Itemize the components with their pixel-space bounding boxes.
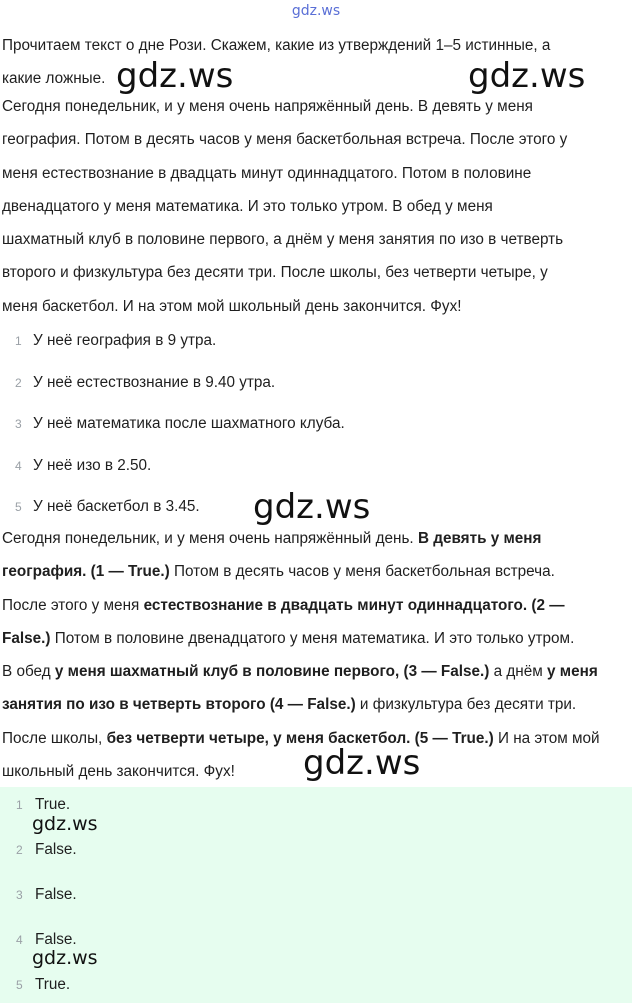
annotated-text: Сегодня понедельник, и у меня очень напряжённый день. — [2, 530, 418, 547]
annotated-bold: без четверти четыре, у меня баскетбол. (5 — True.) — [106, 729, 494, 747]
answer-text: True. — [35, 976, 71, 993]
statement-text: У неё математика после шахматного клуба. — [33, 415, 345, 432]
watermark: gdz.ws — [468, 56, 586, 96]
answer-number: 4 — [16, 933, 23, 947]
story-paragraph — [2, 90, 630, 323]
statement-number: 3 — [15, 417, 22, 431]
watermark: gdz.ws — [32, 813, 98, 835]
annotated-bold: естествознание в двадцать минут одиннадцатого. (2 — — [143, 596, 565, 614]
answer-text: False. — [35, 841, 77, 858]
annotated-bold: В девять у меня — [417, 530, 542, 547]
answer-text: False. — [35, 886, 77, 903]
watermark: gdz.ws — [32, 947, 98, 969]
annotated-bold: у меня — [547, 663, 598, 681]
answer-number: 5 — [16, 978, 23, 992]
annotated-text: После этого у меня — [2, 596, 144, 614]
story-line: география. Потом в десять часов у меня баскетбольная встреча. После этого у — [2, 131, 568, 149]
story-line: меня баскетбол. И на этом мой школьный день закончится. Фух! — [2, 297, 462, 315]
statement-text: У неё изо в 2.50. — [33, 456, 152, 474]
statement-item — [0, 331, 632, 373]
statement-text: У неё баскетбол в 3.45. — [33, 498, 200, 515]
answer-item — [0, 976, 632, 996]
story-line: двенадцатого у меня математика. И это только утром. В обед у меня — [2, 197, 493, 215]
answer-number: 1 — [16, 798, 23, 812]
story-line: меня естествознание в двадцать минут одиннадцатого. Потом в половине — [2, 164, 532, 182]
answer-item — [0, 886, 632, 906]
annotated-text: Потом в половине двенадцатого у меня математика. И это только утром. — [50, 629, 575, 647]
statement-number: 5 — [15, 500, 22, 514]
intro-line-2: какие ложные. — [2, 70, 106, 88]
annotated-bold: у меня шахматный клуб в половине первого, (3 — False.) — [54, 663, 490, 681]
answer-text: False. — [35, 931, 77, 948]
statement-item — [0, 414, 632, 456]
statement-number: 1 — [15, 334, 22, 348]
story-line: второго и физкультура без десяти три. После школы, без четверти четыре, у — [2, 264, 548, 282]
story-line: шахматный клуб в половине первого, а днём у меня занятия по изо в четверть — [2, 231, 564, 249]
annotated-text: школьный день закончится. Фух! — [2, 763, 235, 781]
answer-number: 3 — [16, 888, 23, 902]
annotated-bold: занятия по изо в четверть второго (4 — False.) — [2, 696, 356, 714]
answer-text: True. — [35, 796, 71, 813]
statement-number: 4 — [15, 458, 22, 473]
annotated-text: Потом в десять часов у меня баскетбольная встреча. — [169, 563, 555, 581]
answer-number: 2 — [16, 843, 23, 857]
annotated-text: И на этом мой — [493, 729, 600, 747]
statement-item — [0, 373, 632, 415]
annotated-text: а днём — [489, 663, 547, 681]
annotated-text: В обед — [2, 663, 55, 681]
statement-text: У неё естествознание в 9.40 утра. — [33, 373, 276, 391]
annotated-bold: False.) — [2, 629, 51, 647]
intro-line-1: Прочитаем текст о дне Рози. Скажем, какие из утверждений 1–5 истинные, а — [2, 37, 551, 54]
watermark: gdz.ws — [303, 743, 421, 783]
annotated-text: и физкультура без десяти три. — [355, 696, 577, 714]
statement-text: У неё география в 9 утра. — [33, 332, 217, 349]
top-watermark: gdz.ws — [291, 3, 341, 19]
answer-item — [0, 841, 632, 861]
watermark: gdz.ws — [253, 487, 371, 527]
watermark: gdz.ws — [116, 56, 234, 96]
annotated-text: После школы, — [2, 729, 107, 747]
annotated-bold: география. (1 — True.) — [2, 563, 170, 581]
statement-number: 2 — [15, 375, 22, 390]
story-line: Сегодня понедельник, и у меня очень напряжённый день. В девять у меня — [2, 98, 533, 115]
